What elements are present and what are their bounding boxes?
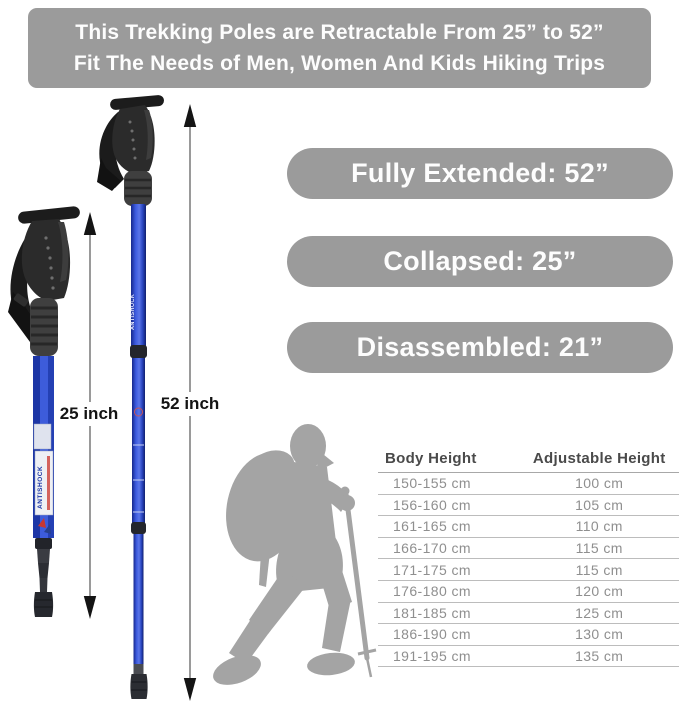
badge-fully-extended: Fully Extended: 52” xyxy=(287,148,673,199)
sticker-red-stripe xyxy=(47,456,50,510)
pole-tip xyxy=(130,674,147,699)
collapsed-length-label: 25 inch xyxy=(55,402,124,426)
column-header-adjustable-height: Adjustable Height xyxy=(532,449,666,467)
adjustable-height-value: 130 cm xyxy=(575,626,624,643)
arrow-down-icon xyxy=(84,596,96,619)
adjustable-height-value: 125 cm xyxy=(575,604,624,621)
badge-disassembled: Disassembled: 21” xyxy=(287,322,673,373)
adjustable-height-value: 120 cm xyxy=(575,583,624,600)
table-row xyxy=(378,624,679,646)
body-height-value: 181-185 cm xyxy=(393,604,471,621)
table-row xyxy=(378,516,679,538)
rear-calf xyxy=(322,599,351,652)
extended-pole-illustration xyxy=(97,95,164,699)
adjustable-height-value: 105 cm xyxy=(575,496,624,513)
banner-line-1: This Trekking Poles are Retractable From 25” to 52” xyxy=(75,21,604,44)
pole-tip xyxy=(34,592,53,617)
joint-collar-lower xyxy=(131,522,146,534)
body-height-value: 191-195 cm xyxy=(393,648,471,665)
hiker-trekking-pole xyxy=(346,494,376,677)
shaft-sticker-small xyxy=(34,424,51,449)
rear-shoe xyxy=(306,651,356,678)
body-height-value: 171-175 cm xyxy=(393,561,471,578)
adjustable-height-value: 100 cm xyxy=(575,475,624,492)
table-header-row xyxy=(378,444,679,473)
adjustable-height-value: 135 cm xyxy=(575,648,624,665)
adjustable-height-value: 110 cm xyxy=(575,518,623,535)
pole-knob xyxy=(341,487,350,496)
table-row xyxy=(378,473,679,495)
column-header-body-height: Body Height xyxy=(385,449,477,467)
body-height-value: 161-165 cm xyxy=(393,518,471,535)
antishock-sticker-text: ANTISHOCK xyxy=(37,465,44,509)
table-row xyxy=(378,581,679,603)
body-height-value: 186-190 cm xyxy=(393,626,471,643)
table-row xyxy=(378,495,679,517)
table-row xyxy=(378,559,679,581)
tip-collar xyxy=(134,664,144,674)
extended-length-label: 52 inch xyxy=(156,392,225,416)
body-height-value: 150-155 cm xyxy=(393,475,471,492)
arrow-up-icon xyxy=(84,212,96,235)
adjustable-height-value: 115 cm xyxy=(575,540,623,557)
table-row xyxy=(378,603,679,625)
body-height-value: 156-160 cm xyxy=(393,496,471,513)
badge-collapsed: Collapsed: 25” xyxy=(287,236,673,287)
body-height-value: 176-180 cm xyxy=(393,583,471,600)
body-height-value: 166-170 cm xyxy=(393,540,471,557)
arrow-up-icon xyxy=(184,104,196,127)
pole-shaft xyxy=(131,204,146,668)
hiker-silhouette xyxy=(209,424,376,691)
arrow-down-icon xyxy=(184,678,196,701)
collapsed-lower-segments xyxy=(35,538,52,592)
height-recommendation-table xyxy=(378,444,679,667)
antishock-sticker-text: ANTISHOCK xyxy=(130,293,136,330)
joint-collar-upper xyxy=(130,345,147,358)
table-row xyxy=(378,538,679,560)
adjustable-height-value: 115 cm xyxy=(575,561,623,578)
banner-line-2: Fit The Needs of Men, Women And Kids Hiking Trips xyxy=(73,52,606,75)
table-row xyxy=(378,646,679,668)
